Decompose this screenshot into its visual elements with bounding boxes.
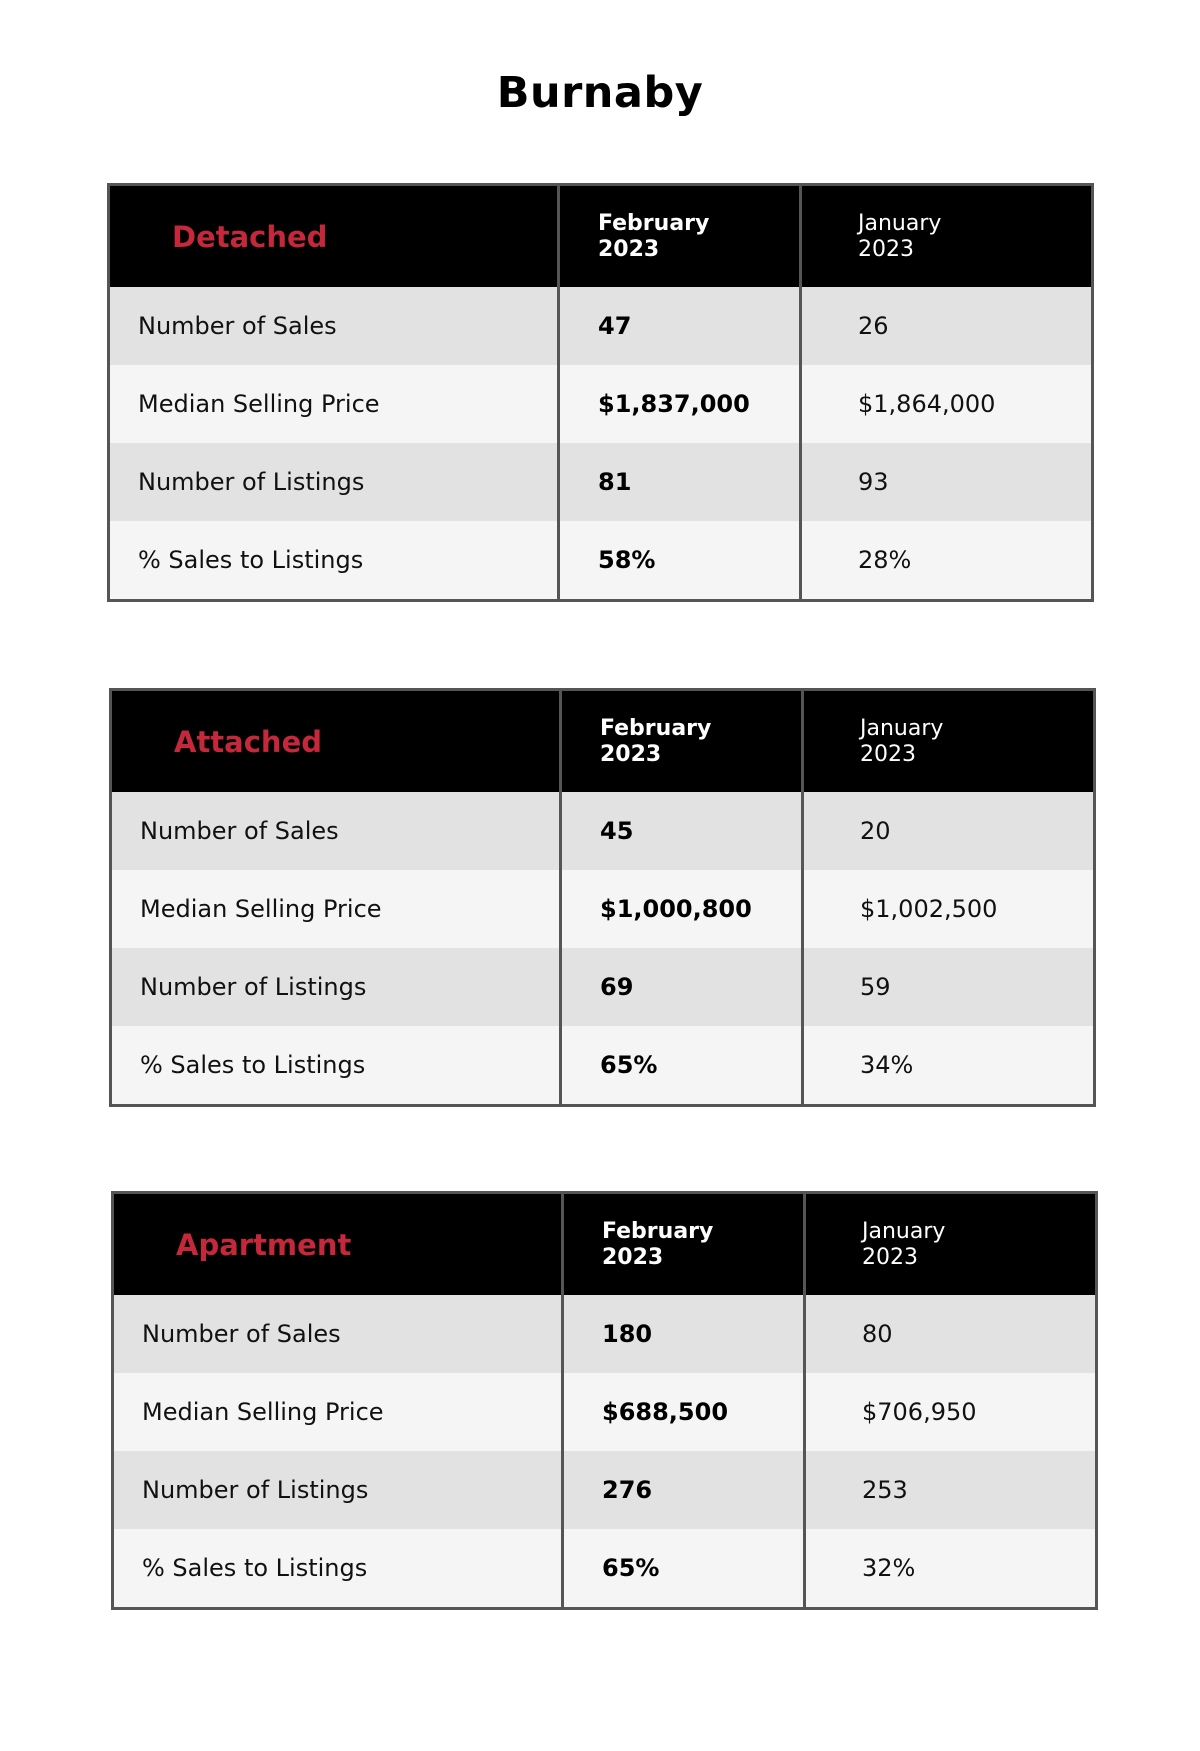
previous-value: 59 (860, 973, 891, 1001)
row-label: Number of Listings (138, 468, 365, 496)
row-label: % Sales to Listings (138, 546, 364, 574)
table-header (110, 186, 1091, 287)
current-year: 2023 (600, 741, 662, 767)
current-value: 65% (602, 1554, 660, 1582)
attached-table (109, 688, 1096, 1107)
row-label: Median Selling Price (142, 1398, 384, 1426)
row-label: % Sales to Listings (142, 1554, 368, 1582)
table-row (112, 1026, 1093, 1104)
previous-period-header (806, 1194, 1095, 1295)
table-row (110, 521, 1091, 599)
table-row (114, 1529, 1095, 1607)
category-cell (110, 186, 560, 287)
detached-table (107, 183, 1094, 602)
current-month: February (602, 1218, 714, 1244)
current-year: 2023 (602, 1244, 664, 1270)
previous-year: 2023 (858, 236, 914, 262)
current-month: February (598, 210, 710, 236)
current-value: 65% (600, 1051, 658, 1079)
table-row (110, 365, 1091, 443)
current-year: 2023 (598, 236, 660, 262)
table-header (112, 691, 1093, 792)
current-value: $1,000,800 (600, 895, 752, 923)
table-header (114, 1194, 1095, 1295)
previous-value: $1,864,000 (858, 390, 996, 418)
current-value: $688,500 (602, 1398, 729, 1426)
row-label: Median Selling Price (138, 390, 380, 418)
previous-value: 28% (858, 546, 912, 574)
current-value: 276 (602, 1476, 653, 1504)
row-label: Number of Sales (140, 817, 339, 845)
table-row (112, 948, 1093, 1026)
current-value: 47 (598, 312, 632, 340)
previous-period-header (802, 186, 1091, 287)
previous-value: 20 (860, 817, 891, 845)
current-value: 58% (598, 546, 656, 574)
previous-year: 2023 (862, 1244, 918, 1270)
current-value: 180 (602, 1320, 653, 1348)
previous-month: January (862, 1218, 946, 1244)
previous-value: $706,950 (862, 1398, 977, 1426)
category-label: Attached (174, 724, 323, 759)
current-period-header (564, 1194, 806, 1295)
previous-period-header (804, 691, 1093, 792)
previous-value: 253 (862, 1476, 908, 1504)
category-cell (112, 691, 562, 792)
category-label: Detached (172, 219, 328, 254)
table-row (112, 870, 1093, 948)
page-title: Burnaby (496, 68, 704, 118)
row-label: Number of Sales (142, 1320, 341, 1348)
previous-month: January (858, 210, 942, 236)
previous-value: $1,002,500 (860, 895, 998, 923)
row-label: Number of Sales (138, 312, 337, 340)
previous-year: 2023 (860, 741, 916, 767)
previous-month: January (860, 715, 944, 741)
category-label: Apartment (176, 1227, 352, 1262)
table-row (114, 1295, 1095, 1373)
previous-value: 80 (862, 1320, 893, 1348)
row-label: Number of Listings (142, 1476, 369, 1504)
row-label: Median Selling Price (140, 895, 382, 923)
table-row (110, 287, 1091, 365)
table-row (110, 443, 1091, 521)
table-row (112, 792, 1093, 870)
current-period-header (560, 186, 802, 287)
apartment-table (111, 1191, 1098, 1610)
current-month: February (600, 715, 712, 741)
current-value: $1,837,000 (598, 390, 750, 418)
previous-value: 26 (858, 312, 889, 340)
category-cell (114, 1194, 564, 1295)
previous-value: 34% (860, 1051, 914, 1079)
table-row (114, 1451, 1095, 1529)
previous-value: 32% (862, 1554, 916, 1582)
row-label: Number of Listings (140, 973, 367, 1001)
current-value: 69 (600, 973, 634, 1001)
previous-value: 93 (858, 468, 889, 496)
table-row (114, 1373, 1095, 1451)
current-value: 45 (600, 817, 634, 845)
row-label: % Sales to Listings (140, 1051, 366, 1079)
current-value: 81 (598, 468, 632, 496)
current-period-header (562, 691, 804, 792)
